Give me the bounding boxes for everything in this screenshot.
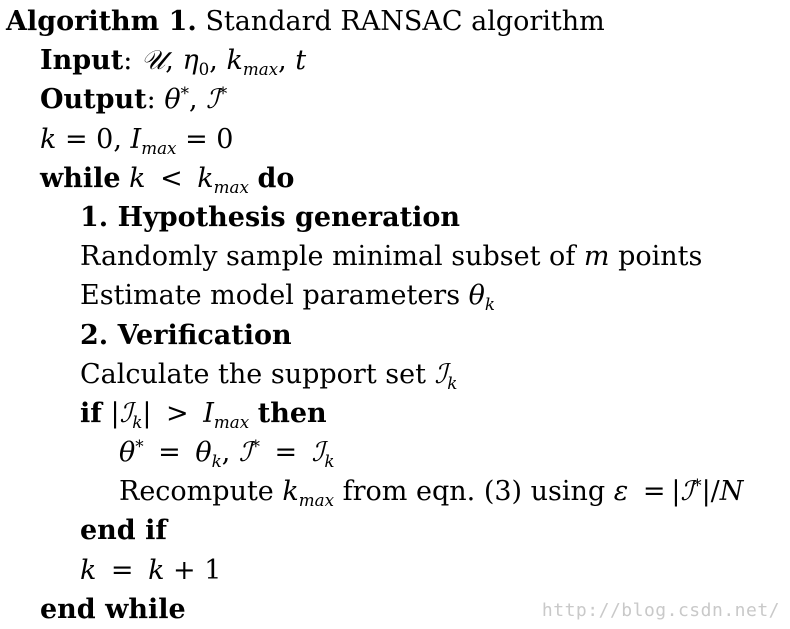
- recompute-text2: from eqn. (3) using: [342, 476, 606, 508]
- if-Imax: $I_{max}$: [203, 397, 250, 432]
- step1-line2-text: Estimate model parameters: [80, 280, 461, 312]
- incr-plus: + 1: [173, 554, 222, 586]
- while-lt: <: [160, 162, 183, 194]
- algorithm-label: Algorithm 1.: [6, 6, 197, 37]
- input-line: Input: 𝒰, $\eta_0$, $k_{max}$, t: [40, 45, 307, 80]
- while-line: [6, 159, 786, 198]
- algorithm-caption: [6, 2, 786, 41]
- algorithm-title: Standard RANSAC algorithm: [205, 6, 605, 37]
- if-cond: |ℐ$_k$|: [110, 397, 152, 432]
- algorithm-block: [6, 2, 786, 629]
- assign-I-k: ℐ$_k$: [311, 437, 335, 471]
- init-eq2: = 0: [185, 123, 234, 155]
- init-line: [6, 120, 786, 159]
- step2-line1-text: Calculate the support set: [80, 358, 426, 390]
- input-var-U: 𝒰: [140, 45, 166, 77]
- step1-line1: [6, 237, 786, 276]
- watermark: http://blog.csdn.net/: [541, 600, 780, 621]
- recompute-ratio: |ℐ*|/N: [671, 475, 744, 508]
- while-keyword: while: [40, 162, 121, 194]
- incr-eq: =: [110, 554, 134, 586]
- step1-line1-var: m: [583, 241, 610, 273]
- input-var-t: t: [295, 45, 307, 77]
- if-gt: >: [166, 397, 189, 429]
- if-line: [6, 394, 786, 433]
- step2-heading: 2. Verification: [80, 319, 292, 351]
- init-Imax: $I_{max}$: [130, 123, 177, 158]
- assign-theta-k: $\theta_k$: [195, 437, 222, 471]
- do-keyword: do: [257, 162, 295, 194]
- input-var-eta: $\eta_0$: [182, 45, 210, 80]
- output-colon: :: [146, 84, 156, 116]
- assign-eq1: =: [158, 437, 181, 469]
- recompute-text1: Recompute: [119, 476, 274, 508]
- step1-line1-end: points: [618, 241, 703, 273]
- step2-line1-Ik: ℐ$_k$: [434, 358, 458, 393]
- input-var-kmax: $k_{max}$: [226, 45, 279, 80]
- recompute-eq: =: [642, 476, 666, 508]
- step1-line1-text: Randomly sample minimal subset of: [80, 241, 576, 273]
- step1-line2-theta: $\theta_k$: [468, 280, 496, 315]
- step1-line2: [6, 276, 786, 315]
- then-keyword: then: [257, 397, 327, 429]
- while-kmax: $k_{max}$: [197, 162, 249, 197]
- endif-keyword: end if: [80, 515, 167, 547]
- while-k: k: [129, 162, 146, 194]
- incr-k2: k: [148, 554, 165, 586]
- incr-k: k: [80, 554, 97, 586]
- recompute-eps: ε: [613, 476, 629, 508]
- output-var-theta: θ*: [164, 83, 189, 116]
- output-var-I: ℐ*: [206, 83, 228, 116]
- assign-theta-star: θ*: [119, 435, 144, 469]
- step2-line1: [6, 355, 786, 394]
- increment-line: [6, 551, 786, 590]
- assign-comma: ,: [221, 437, 231, 469]
- if-keyword: if: [80, 397, 102, 429]
- input-colon: :: [123, 45, 133, 77]
- assign-line: [6, 433, 786, 472]
- assign-I-star: ℐ*: [238, 435, 260, 469]
- output-line: Output: θ*, ℐ*: [40, 83, 228, 116]
- init-eq1: = 0,: [64, 123, 122, 155]
- input-label: Input: [40, 45, 124, 77]
- init-k: k: [40, 123, 57, 155]
- assign-eq2: =: [274, 437, 298, 469]
- step1-heading: 1. Hypothesis generation: [80, 201, 460, 233]
- endwhile-keyword: end while: [40, 593, 186, 625]
- recompute-kmax: $k_{max}$: [282, 476, 335, 511]
- output-label: Output: [40, 84, 147, 116]
- recompute-line: [6, 472, 786, 511]
